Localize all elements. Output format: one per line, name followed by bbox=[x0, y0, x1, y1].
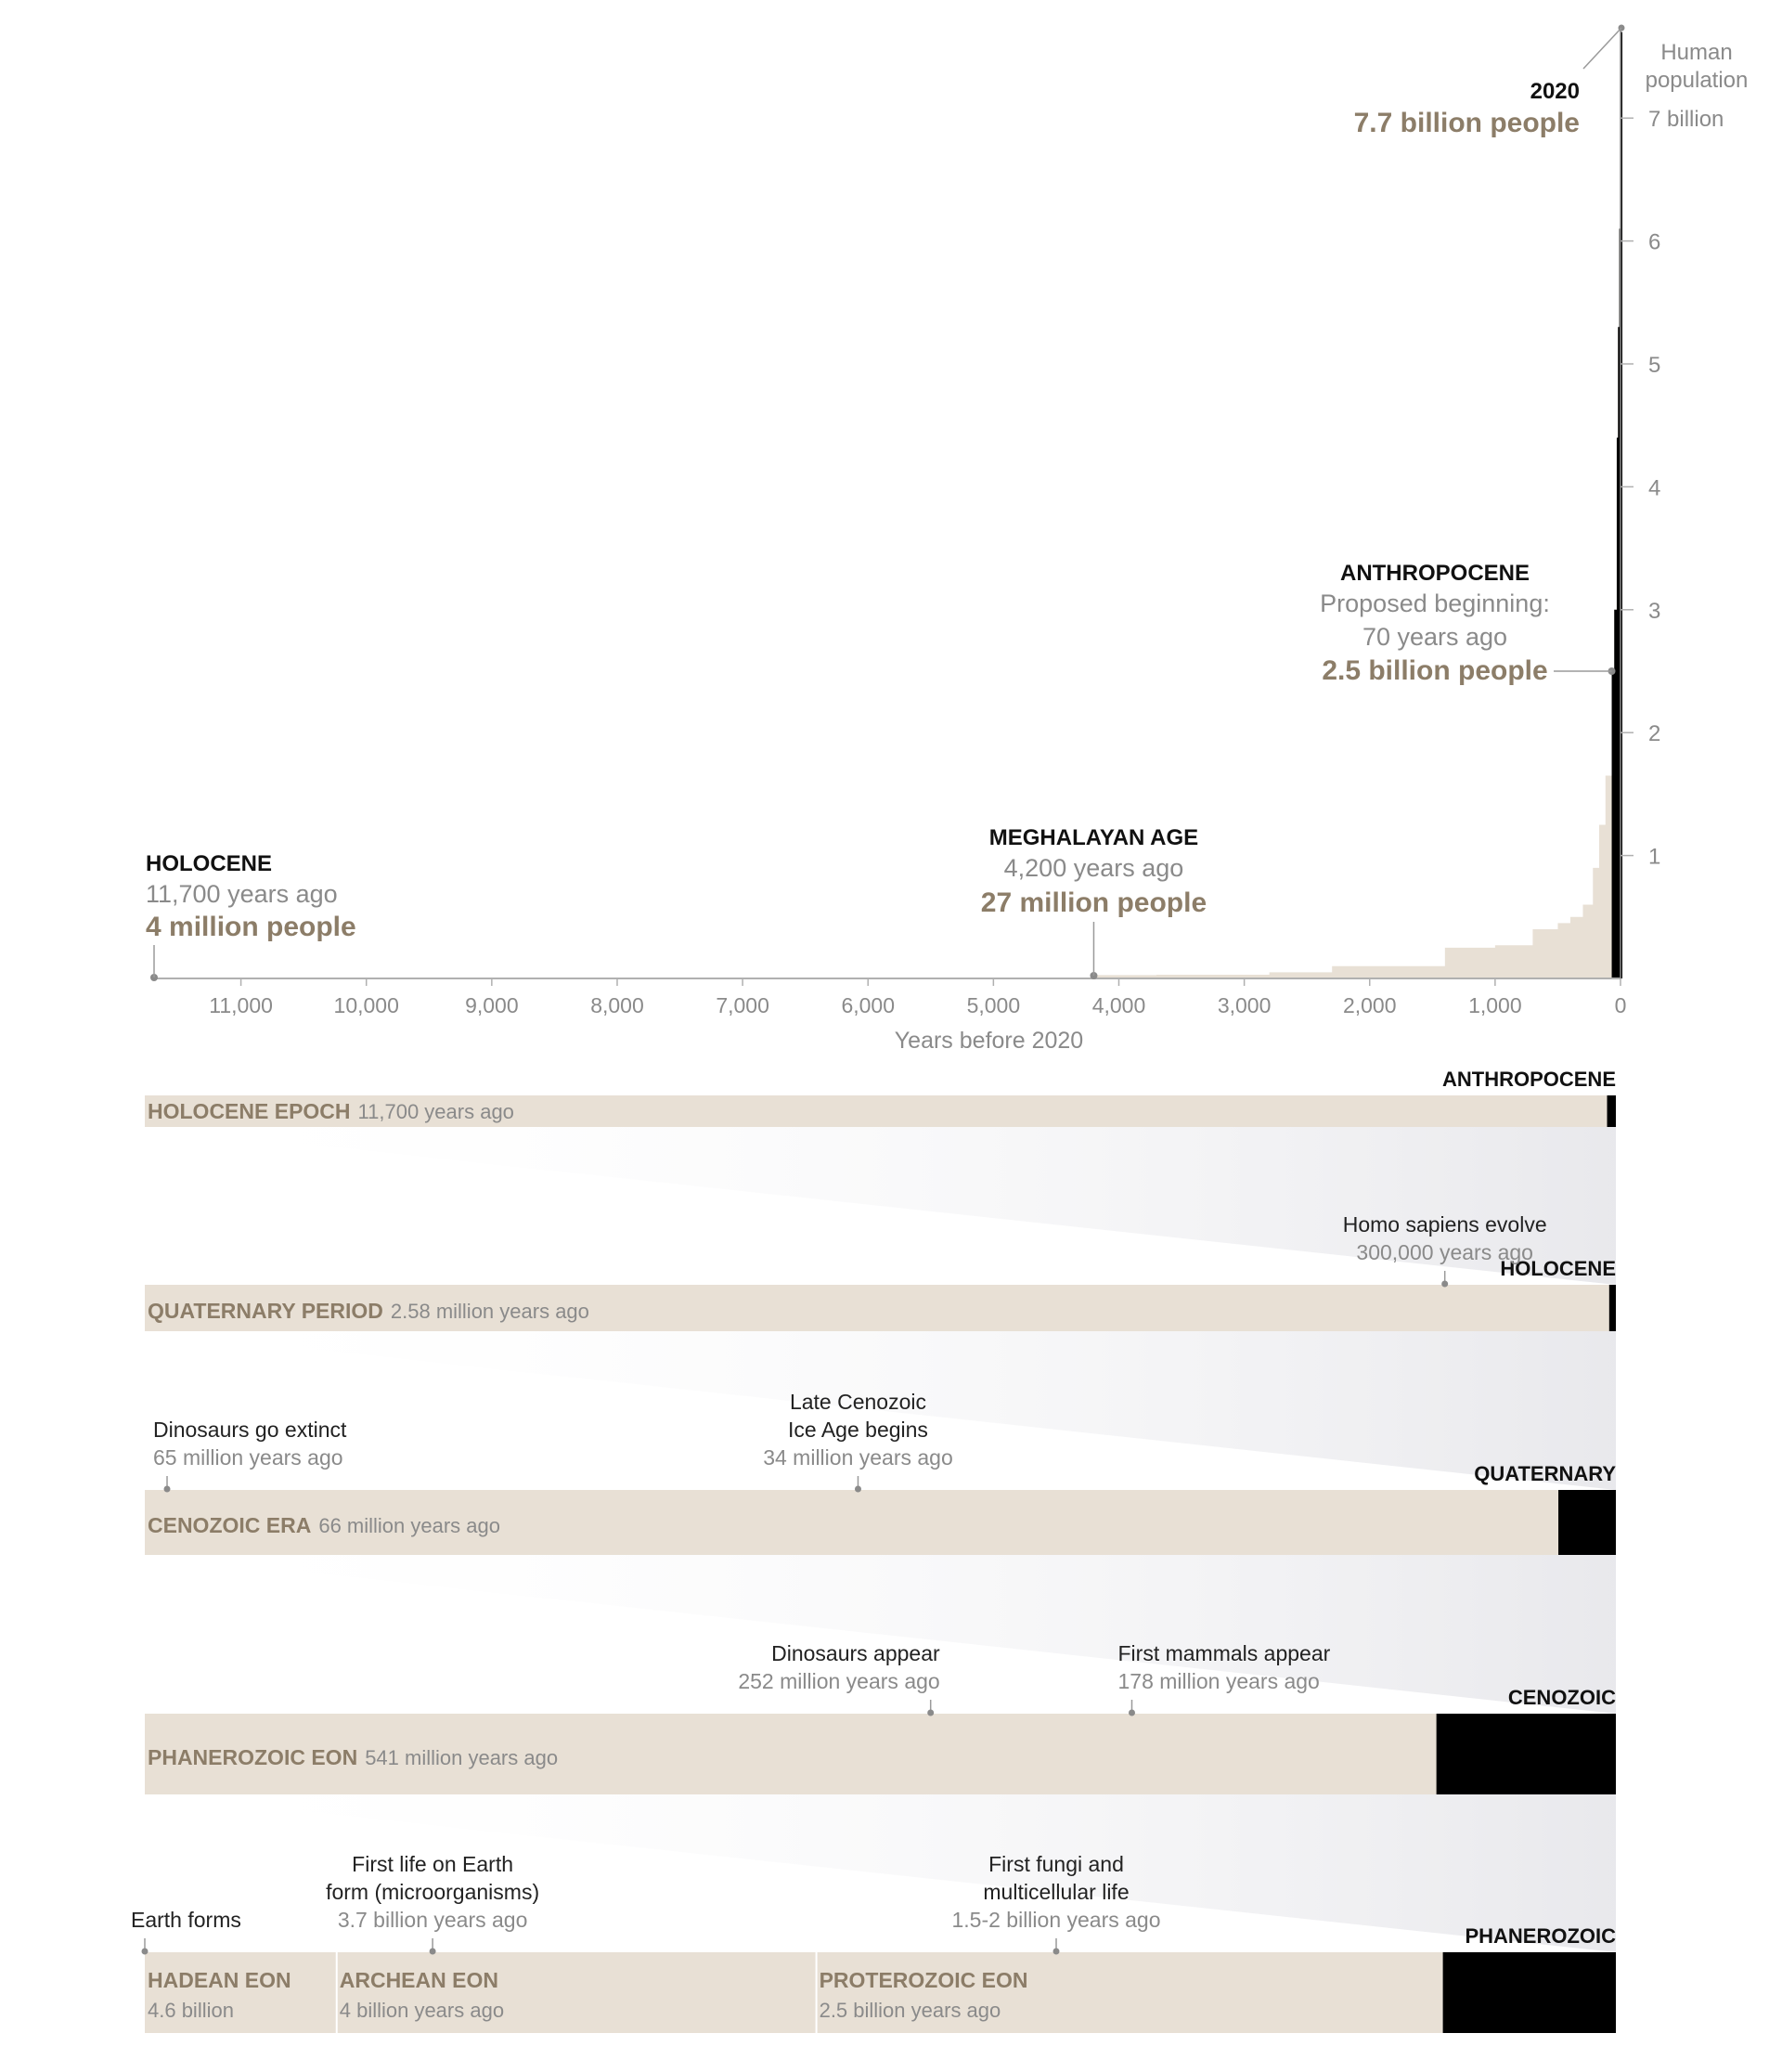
event-dot bbox=[164, 1486, 171, 1493]
annotation-text: 11,700 years ago bbox=[146, 880, 338, 908]
annotation-value: 7.7 billion people bbox=[1353, 108, 1580, 138]
sub-span-label: QUATERNARY bbox=[1474, 1462, 1616, 1485]
sub-span-block bbox=[1443, 1952, 1616, 2033]
bar-label: PHANEROZOIC EON 541 million years ago bbox=[148, 1745, 559, 1769]
annotation-value: 2.5 billion people bbox=[1322, 655, 1548, 686]
event-dot bbox=[1441, 1281, 1448, 1288]
annotation-title: 2020 bbox=[1530, 79, 1580, 104]
bar-label: CENOZOIC ERA 66 million years ago bbox=[148, 1513, 501, 1537]
sub-span-label: CENOZOIC bbox=[1507, 1686, 1616, 1709]
event-label: Earth forms bbox=[131, 1908, 241, 1932]
sub-span-label: PHANEROZOIC bbox=[1465, 1924, 1616, 1948]
y-tick-label: 3 bbox=[1648, 598, 1661, 624]
population-area-chart bbox=[146, 25, 1748, 1055]
event-label: Dinosaurs go extinct bbox=[153, 1418, 347, 1442]
segment-sublabel: 4 billion years ago bbox=[339, 1999, 505, 2022]
y-tick-label: 6 bbox=[1648, 229, 1661, 255]
annotation-title: MEGHALAYAN AGE bbox=[988, 825, 1199, 850]
sub-span-block bbox=[1437, 1714, 1616, 1794]
event-date: 65 million years ago bbox=[153, 1445, 343, 1470]
event-date: 34 million years ago bbox=[763, 1445, 953, 1470]
y-tick-label: 1 bbox=[1648, 844, 1661, 870]
x-tick-label: 0 bbox=[1614, 993, 1627, 1017]
event-label: First life on Earth bbox=[352, 1852, 514, 1876]
y-axis-title: population bbox=[1645, 68, 1749, 93]
event-label: Dinosaurs appear bbox=[771, 1641, 940, 1665]
annotation-value: 27 million people bbox=[980, 887, 1207, 918]
event-label: multicellular life bbox=[983, 1880, 1130, 1904]
y-tick-label: 7 billion bbox=[1648, 107, 1724, 133]
y-tick-label: 4 bbox=[1648, 475, 1661, 501]
event-label: First mammals appear bbox=[1117, 1641, 1331, 1665]
geologic-timeline bbox=[131, 1068, 1616, 2033]
sub-span-label: ANTHROPOCENE bbox=[1441, 1068, 1616, 1091]
x-tick-label: 10,000 bbox=[333, 993, 399, 1017]
sub-span-block bbox=[1558, 1490, 1616, 1555]
bar-sublabel: 66 million years ago bbox=[318, 1514, 501, 1537]
x-tick-label: 6,000 bbox=[841, 993, 896, 1017]
sub-span-block bbox=[1609, 1285, 1616, 1331]
bar-label: HOLOCENE EPOCH 11,700 years ago bbox=[148, 1099, 514, 1123]
event-label: Ice Age begins bbox=[788, 1418, 928, 1442]
y-tick-label: 5 bbox=[1648, 353, 1661, 378]
segment-label: ARCHEAN EON bbox=[339, 1968, 498, 1992]
event-dot bbox=[142, 1949, 148, 1955]
event-dot bbox=[1053, 1949, 1060, 1955]
event-dot bbox=[927, 1710, 934, 1716]
segment-sublabel: 2.5 billion years ago bbox=[819, 1999, 1001, 2022]
annotation-title: HOLOCENE bbox=[146, 851, 273, 876]
annotation-title: ANTHROPOCENE bbox=[1339, 561, 1530, 586]
event-date: 178 million years ago bbox=[1117, 1669, 1320, 1693]
event-dot bbox=[855, 1486, 861, 1493]
bar-sublabel: 541 million years ago bbox=[365, 1746, 559, 1769]
y-tick-label: 2 bbox=[1648, 721, 1661, 747]
x-tick-label: 11,000 bbox=[209, 993, 273, 1017]
annotation-text: Proposed beginning: bbox=[1320, 589, 1550, 617]
x-tick-label: 8,000 bbox=[590, 993, 644, 1017]
sub-span-label: HOLOCENE bbox=[1500, 1257, 1616, 1280]
annotation-value: 4 million people bbox=[146, 912, 356, 942]
event-label: form (microorganisms) bbox=[326, 1880, 540, 1904]
x-tick-label: 1,000 bbox=[1468, 993, 1522, 1017]
event-dot bbox=[1129, 1710, 1135, 1716]
population-area bbox=[153, 32, 1621, 978]
event-label: Late Cenozoic bbox=[789, 1390, 927, 1414]
event-date: 3.7 billion years ago bbox=[337, 1908, 528, 1932]
x-tick-label: 4,000 bbox=[1091, 993, 1146, 1017]
annotation-leader bbox=[1583, 28, 1621, 69]
segment-sublabel: 4.6 billion bbox=[148, 1999, 234, 2022]
annotation-text: 70 years ago bbox=[1362, 623, 1508, 651]
event-dot bbox=[430, 1949, 436, 1955]
x-tick-label: 2,000 bbox=[1342, 993, 1397, 1017]
y-axis-title: Human bbox=[1660, 40, 1733, 65]
x-tick-label: 9,000 bbox=[465, 993, 519, 1017]
x-tick-label: 7,000 bbox=[716, 993, 769, 1017]
segment-label: PROTEROZOIC EON bbox=[819, 1968, 1028, 1992]
segment-label: HADEAN EON bbox=[148, 1968, 291, 1992]
event-date: 1.5-2 billion years ago bbox=[951, 1908, 1161, 1932]
event-label: First fungi and bbox=[988, 1852, 1124, 1876]
x-tick-label: 3,000 bbox=[1217, 993, 1272, 1017]
bar-sublabel: 11,700 years ago bbox=[357, 1100, 514, 1123]
event-date: 252 million years ago bbox=[738, 1669, 940, 1693]
bar-label: QUATERNARY PERIOD 2.58 million years ago bbox=[148, 1299, 589, 1323]
sub-span-block bbox=[1608, 1095, 1616, 1127]
x-axis-title: Years before 2020 bbox=[894, 1028, 1084, 1054]
event-date: 300,000 years ago bbox=[1356, 1240, 1533, 1264]
event-label: Homo sapiens evolve bbox=[1342, 1212, 1547, 1237]
bar-sublabel: 2.58 million years ago bbox=[390, 1300, 589, 1323]
x-tick-label: 5,000 bbox=[966, 993, 1021, 1017]
annotation-text: 4,200 years ago bbox=[1003, 854, 1184, 882]
